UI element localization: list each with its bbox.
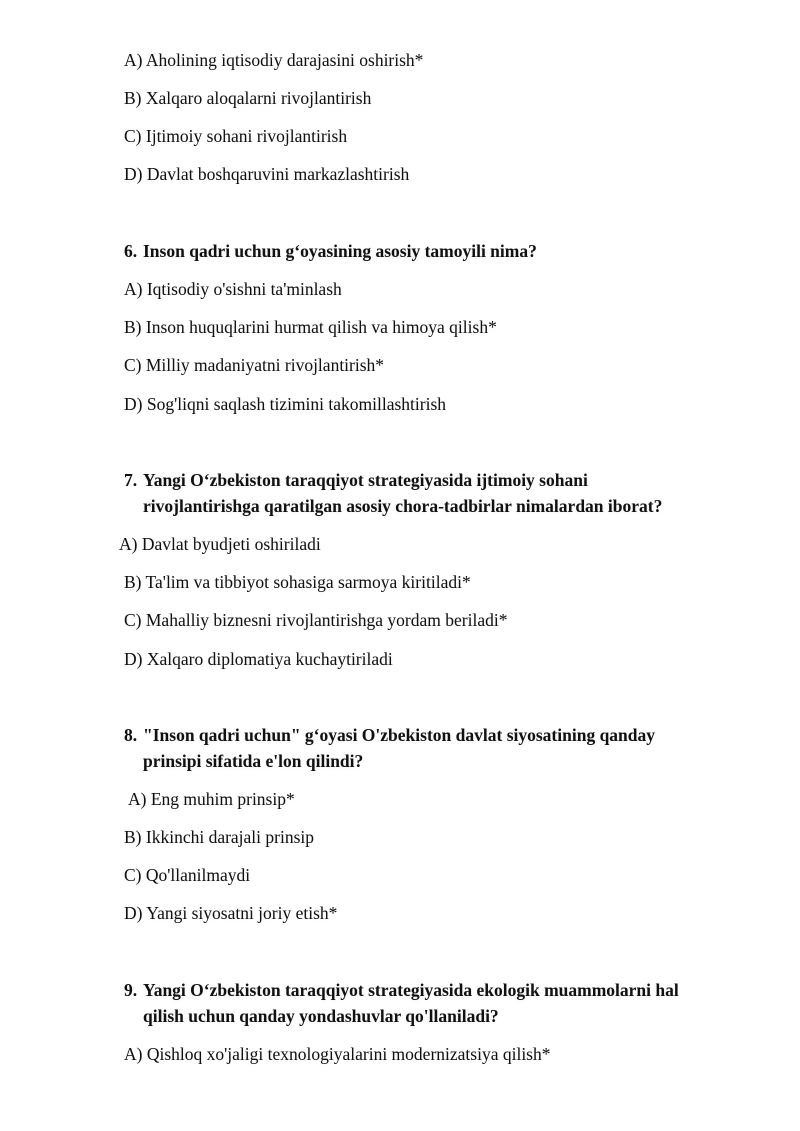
q8-number: 8. <box>124 725 138 745</box>
q6-option-b: B) Inson huquqlarini hurmat qilish va himoya qilish* <box>124 317 497 337</box>
q9-heading <box>124 979 679 1001</box>
q9-text-line2: qilish uchun qanday yondashuvlar qo'llaniladi? <box>143 1006 499 1026</box>
q8-option-d: D) Yangi siyosatni joriy etish* <box>124 903 338 923</box>
q7-option-a: A) Davlat byudjeti oshiriladi <box>119 534 321 554</box>
q5-option-b: B) Xalqaro aloqalarni rivojlantirish <box>124 88 372 108</box>
q5-option-c: C) Ijtimoiy sohani rivojlantirish <box>124 126 348 146</box>
q6-option-a: A) Iqtisodiy o'sishni ta'minlash <box>124 279 342 299</box>
q5-option-d: D) Davlat boshqaruvini markazlashtirish <box>124 164 410 184</box>
q9-option-a: A) Qishloq xo'jaligi texnologiyalarini modernizatsiya qilish* <box>124 1044 551 1064</box>
q8-text-line2: prinsipi sifatida e'lon qilindi? <box>143 751 364 771</box>
q6-heading <box>124 240 537 262</box>
q9-text-line1: Yangi O‘zbekiston taraqqiyot strategiyasida ekologik muammolarni hal <box>143 980 679 1000</box>
q7-heading <box>124 469 588 491</box>
q5-option-a: A) Aholining iqtisodiy darajasini oshirish* <box>124 50 424 70</box>
q6-option-c: C) Milliy madaniyatni rivojlantirish* <box>124 355 385 375</box>
q8-text-line1: "Inson qadri uchun" g‘oyasi O'zbekiston davlat siyosatining qanday <box>143 725 656 745</box>
q7-text-line2: rivojlantirishga qaratilgan asosiy chora-tadbirlar nimalardan iborat? <box>143 496 663 516</box>
q7-number: 7. <box>124 470 138 490</box>
q6-text: Inson qadri uchun g‘oyasining asosiy tamoyili nima? <box>143 241 537 261</box>
q9-number: 9. <box>124 980 138 1000</box>
q8-option-c: C) Qo'llanilmaydi <box>124 865 251 885</box>
q6-option-d: D) Sog'liqni saqlash tizimini takomillashtirish <box>124 394 447 414</box>
q7-option-d: D) Xalqaro diplomatiya kuchaytiriladi <box>124 649 393 669</box>
q7-option-b: B) Ta'lim va tibbiyot sohasiga sarmoya kiritiladi* <box>124 572 471 592</box>
q8-option-b: B) Ikkinchi darajali prinsip <box>124 827 315 847</box>
q7-text-line1: Yangi O‘zbekiston taraqqiyot strategiyasida ijtimoiy sohani <box>143 470 588 490</box>
q8-option-a: A) Eng muhim prinsip* <box>128 789 295 809</box>
q6-number: 6. <box>124 241 138 261</box>
q8-heading <box>124 724 655 746</box>
q7-option-c: C) Mahalliy biznesni rivojlantirishga yordam beriladi* <box>124 610 508 630</box>
